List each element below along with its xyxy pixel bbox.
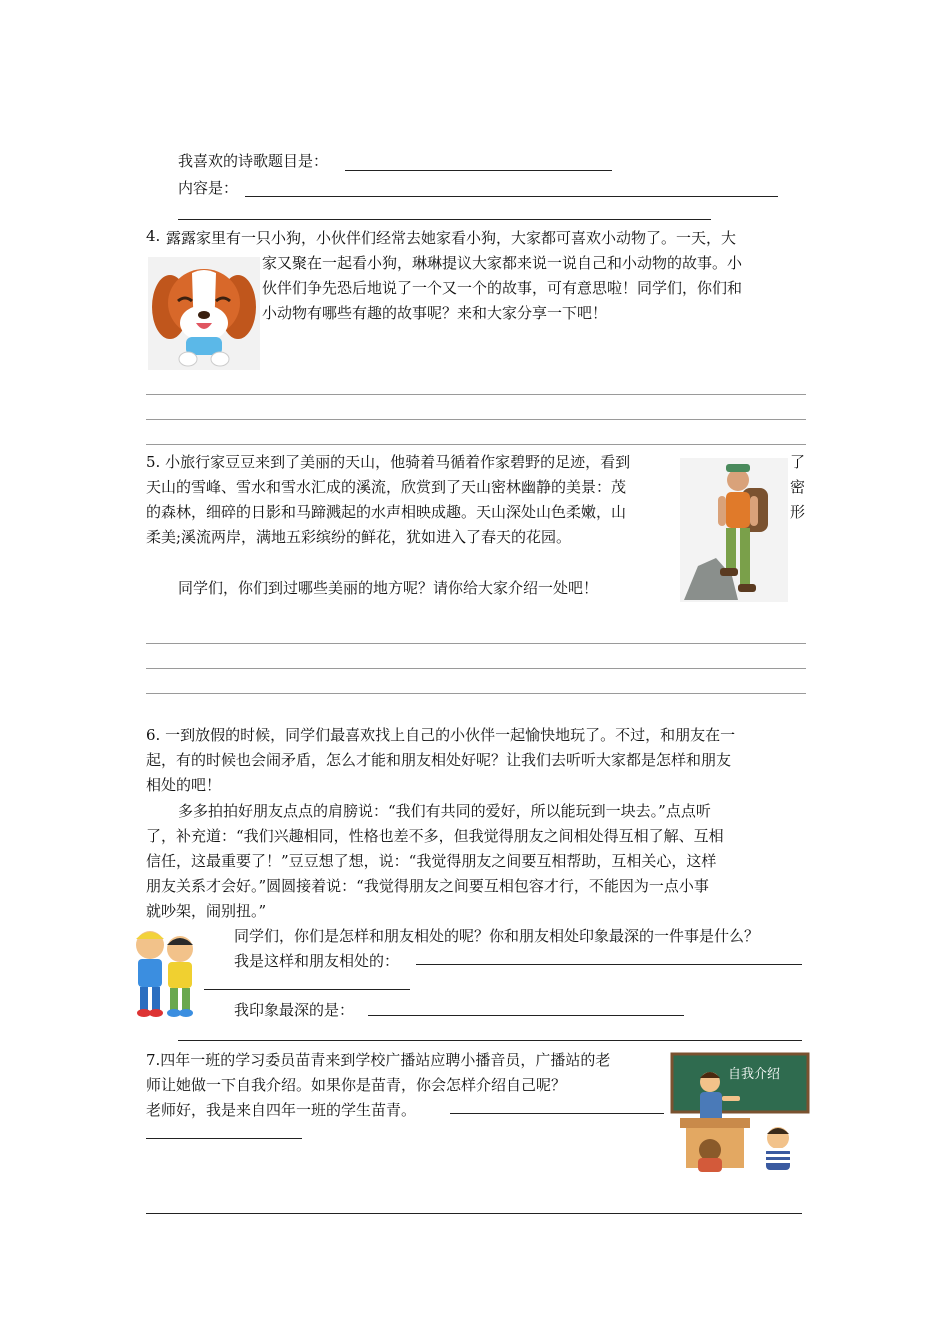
q6-intro-line-1: 6. 一到放假的时候，同学们最喜欢找上自己的小伙伴一起愉快地玩了。不过，和朋友在一	[146, 726, 736, 744]
q7-line-1: 7.四年一班的学习委员苗青来到学校广播站应聘小播音员，广播站的老	[146, 1051, 611, 1069]
poem-title-blank[interactable]	[345, 170, 612, 171]
q4-number: 4.	[146, 227, 161, 245]
q4-line-2: 家又聚在一起看小狗，琳琳提议大家都来说一说自己和小动物的故事。小	[262, 254, 743, 272]
q6-intro-line-2: 起，有的时候也会闹矛盾，怎么才能和朋友相处好呢？让我们去听听大家都是怎样和朋友	[146, 751, 732, 769]
content-label: 内容是：	[178, 179, 239, 197]
q5-right-char-2: 密	[790, 478, 806, 496]
q6-story-line-4: 朋友关系才会好。”圆圆接着说：“我觉得朋友之间要互相包容才行，不能因为一点小事	[146, 877, 709, 895]
q7-line-2: 师让她做一下自我介绍。如果你是苗青，你会怎样介绍自己呢？	[146, 1076, 567, 1094]
q4-answer-line-3[interactable]	[146, 444, 806, 445]
q7-answer-blank-3[interactable]	[146, 1213, 802, 1214]
q6-question: 同学们，你们是怎样和朋友相处的呢？你和朋友相处印象最深的一件事是什么？	[234, 927, 760, 945]
q7-answer-blank-1[interactable]	[450, 1113, 664, 1114]
board-text: 自我介绍	[728, 1067, 781, 1082]
q4-answer-line-1[interactable]	[146, 394, 806, 395]
q6-deepest-blank-2[interactable]	[178, 1040, 802, 1041]
puppy-illustration	[148, 257, 260, 370]
q4-line-4: 小动物有哪些有趣的故事呢？来和大家分享一下吧！	[262, 304, 608, 322]
classroom-illustration	[666, 1052, 810, 1172]
q6-how-label: 我是这样和朋友相处的：	[234, 952, 400, 970]
q5-right-char-3: 形	[790, 503, 806, 521]
q5-answer-line-3[interactable]	[146, 693, 806, 694]
q5-answer-line-1[interactable]	[146, 643, 806, 644]
hiker-illustration	[680, 458, 788, 602]
q6-intro-line-3: 相处的吧！	[146, 776, 222, 794]
q5-line-4: 柔美;溪流两岸，满地五彩缤纷的鲜花，犹如进入了春天的花园。	[146, 528, 572, 546]
q4-line-3: 伙伴们争先恐后地说了一个又一个的故事，可有意思啦！同学们，你们和	[262, 279, 743, 297]
content-blank-1[interactable]	[245, 196, 778, 197]
q5-line-2: 天山的雪峰、雪水和雪水汇成的溪流，欣赏到了天山密林幽静的美景：茂	[146, 478, 627, 496]
poem-title-label: 我喜欢的诗歌题目是：	[178, 152, 329, 170]
q5-answer-line-2[interactable]	[146, 668, 806, 669]
q6-story-line-5: 就吵架，闹别扭。”	[146, 902, 267, 920]
friends-illustration	[128, 925, 202, 1019]
q7-line-3: 老师好，我是来自四年一班的学生苗青。	[146, 1101, 417, 1119]
q5-line-3: 的森林，细碎的日影和马蹄溅起的水声相映成趣。天山深处山色柔嫩，山	[146, 503, 627, 521]
q6-how-blank-2[interactable]	[204, 989, 410, 990]
q5-line-1: 5. 小旅行家豆豆来到了美丽的天山，他骑着马循着作家碧野的足迹，看到	[146, 453, 631, 471]
q7-answer-blank-2[interactable]	[146, 1138, 302, 1139]
q4-answer-line-2[interactable]	[146, 419, 806, 420]
content-blank-2[interactable]	[178, 219, 711, 220]
q6-deepest-blank-1[interactable]	[368, 1015, 684, 1016]
q6-story-line-3: 信任，这最重要了！”豆豆想了想，说：“我觉得朋友之间要互相帮助，互相关心，这样	[146, 852, 717, 870]
q6-story-line-1: 多多拍拍好朋友点点的肩膀说：“我们有共同的爱好，所以能玩到一块去。”点点听	[178, 802, 711, 820]
q6-story-line-2: 了，补充道：“我们兴趣相同，性格也差不多，但我觉得朋友之间相处得互相了解、互相	[146, 827, 724, 845]
q6-deepest-label: 我印象最深的是：	[234, 1001, 355, 1019]
q5-prompt: 同学们，你们到过哪些美丽的地方呢？请你给大家介绍一处吧！	[178, 579, 599, 597]
q5-right-char-1: 了	[790, 453, 806, 471]
q4-line-1: 露露家里有一只小狗，小伙伴们经常去她家看小狗，大家都可喜欢小动物了。一天，大	[166, 229, 737, 247]
q6-how-blank-1[interactable]	[416, 964, 802, 965]
